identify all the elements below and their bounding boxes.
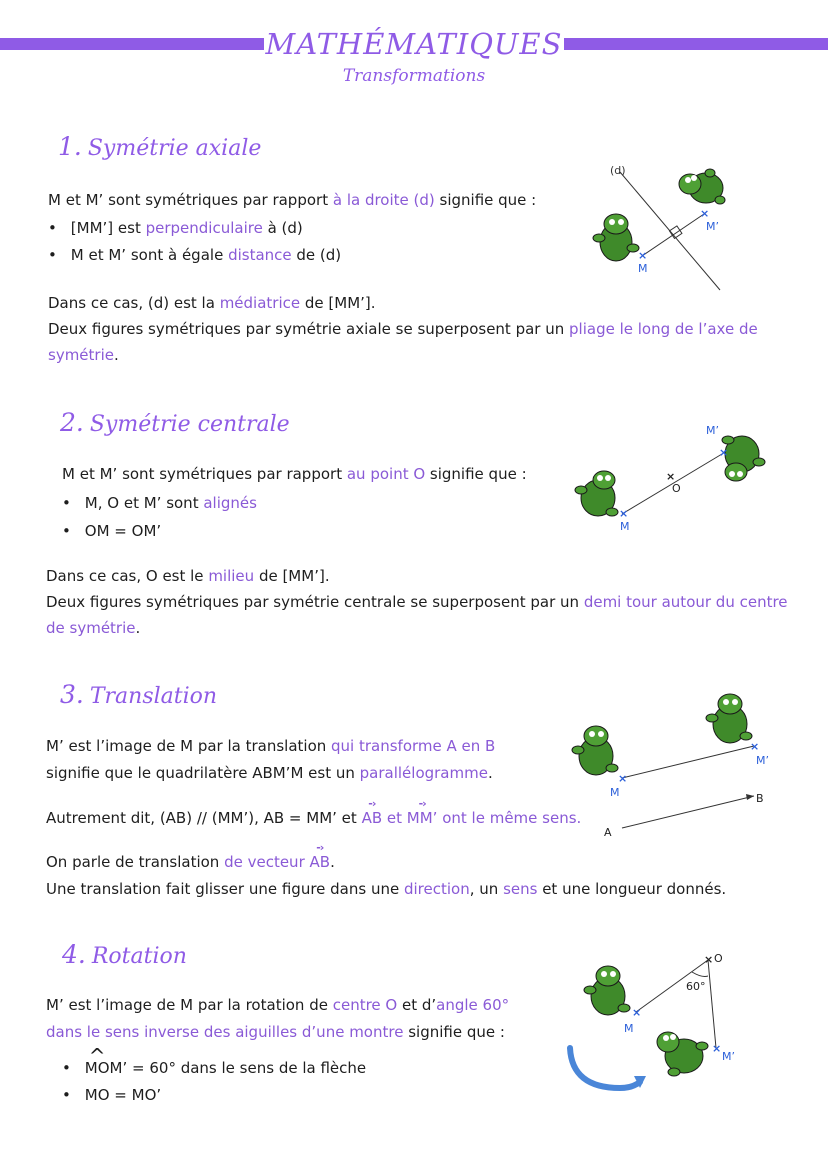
fig1-label-mp: M’: [706, 220, 719, 233]
fig2-label-mp: M’: [706, 424, 719, 437]
page-subtitle: Transformations: [342, 66, 486, 86]
svg-text:×: ×: [666, 470, 676, 483]
section-2-title: 2. Symétrie centrale: [60, 408, 290, 437]
s4-bullet-1: • ^ MOM’ = 60° dans le sens de la flèche: [62, 1058, 366, 1078]
fig1-turtle-mp: [679, 169, 725, 204]
svg-text:×: ×: [618, 772, 628, 785]
fig3-turtle-m: [572, 726, 618, 775]
s2-para-1: Dans ce cas, O est le milieu de [MM’].: [46, 567, 330, 585]
s2-intro: M et M’ sont symétriques par rapport au point O signifie que :: [62, 465, 527, 483]
s1-figure: [580, 160, 780, 290]
fig2-label-o: O: [672, 482, 681, 495]
s1-para-2a: Deux figures symétriques par symétrie axiale se superposent par un pliage le long de l’axe de: [48, 320, 758, 338]
s4-line-1: M’ est l’image de M par la rotation de centre O et d’angle 60°: [46, 996, 510, 1014]
fig4-turtle-mp: [657, 1032, 708, 1076]
s3-line-4: On parle de translation de vecteur -› AB.: [46, 852, 335, 872]
fig4-label-m: M: [624, 1022, 634, 1035]
s2-figure: [570, 418, 770, 538]
section-3-title: 3. Translation: [60, 680, 218, 709]
s3-line-5: Une translation fait glisser une figure dans une direction, un sens et une longueur donnés.: [46, 880, 727, 898]
s1-para-1: Dans ce cas, (d) est la médiatrice de [MM’].: [48, 294, 376, 312]
svg-text:×: ×: [619, 507, 629, 520]
s2-para-2a: Deux figures symétriques par symétrie centrale se superposent par un demi tour autour du centre: [46, 593, 788, 611]
fig1-label-d: (d): [610, 164, 626, 177]
s3-line-1: M’ est l’image de M par la translation qui transforme A en B: [46, 737, 496, 755]
s4-bullet-2: • MO = MO’: [62, 1085, 161, 1105]
section-1-title: 1. Symétrie axiale: [58, 132, 262, 161]
fig3-label-m: M: [610, 786, 620, 799]
fig4-turtle-m: [584, 966, 630, 1015]
s4-line-2: dans le sens inverse des aiguilles d’une montre signifie que :: [46, 1023, 505, 1041]
s1-bullet-1: • [MM’] est perpendiculaire à (d): [48, 218, 303, 238]
fig1-turtle-m: [593, 214, 639, 261]
fig4-label-o: O: [714, 952, 723, 965]
svg-text:×: ×: [712, 1042, 722, 1055]
svg-text:×: ×: [719, 446, 729, 459]
s4-figure: [560, 948, 790, 1098]
fig2-label-m: M: [620, 520, 630, 533]
fig3-label-mp: M’: [756, 754, 769, 767]
svg-text:×: ×: [704, 953, 714, 966]
fig3-turtle-mp: [706, 694, 752, 743]
svg-text:×: ×: [750, 740, 760, 753]
s3-figure: [570, 690, 790, 840]
fig1-label-m: M: [638, 262, 648, 275]
s3-line-2: signifie que le quadrilatère ABM’M est un parallélogramme.: [46, 764, 493, 782]
svg-text:×: ×: [638, 249, 648, 262]
fig3-label-b: B: [756, 792, 764, 805]
s2-bullet-2: • OM = OM’: [62, 521, 161, 541]
s1-para-2b: symétrie.: [48, 346, 119, 364]
page-title: MATHÉMATIQUES: [265, 27, 563, 61]
s2-para-2b: de symétrie.: [46, 619, 141, 637]
section-4-title: 4. Rotation: [62, 940, 187, 969]
fig4-label-angle: 60°: [686, 980, 706, 993]
s1-bullet-2: • M et M’ sont à égale distance de (d): [48, 245, 341, 265]
svg-text:×: ×: [632, 1006, 642, 1019]
svg-text:×: ×: [700, 207, 710, 220]
fig2-turtle-m: [575, 471, 618, 516]
fig3-label-a: A: [604, 826, 612, 839]
s3-line-3: Autrement dit, (AB) // (MM’), AB = MM’ et -› AB et -› MM’ ont le même sens.: [46, 808, 581, 828]
s2-bullet-1: • M, O et M’ sont alignés: [62, 493, 257, 513]
fig4-label-mp: M’: [722, 1050, 735, 1063]
s1-intro: M et M’ sont symétriques par rapport à la droite (d) signifie que :: [48, 191, 537, 209]
fig2-turtle-mp: [722, 436, 765, 481]
